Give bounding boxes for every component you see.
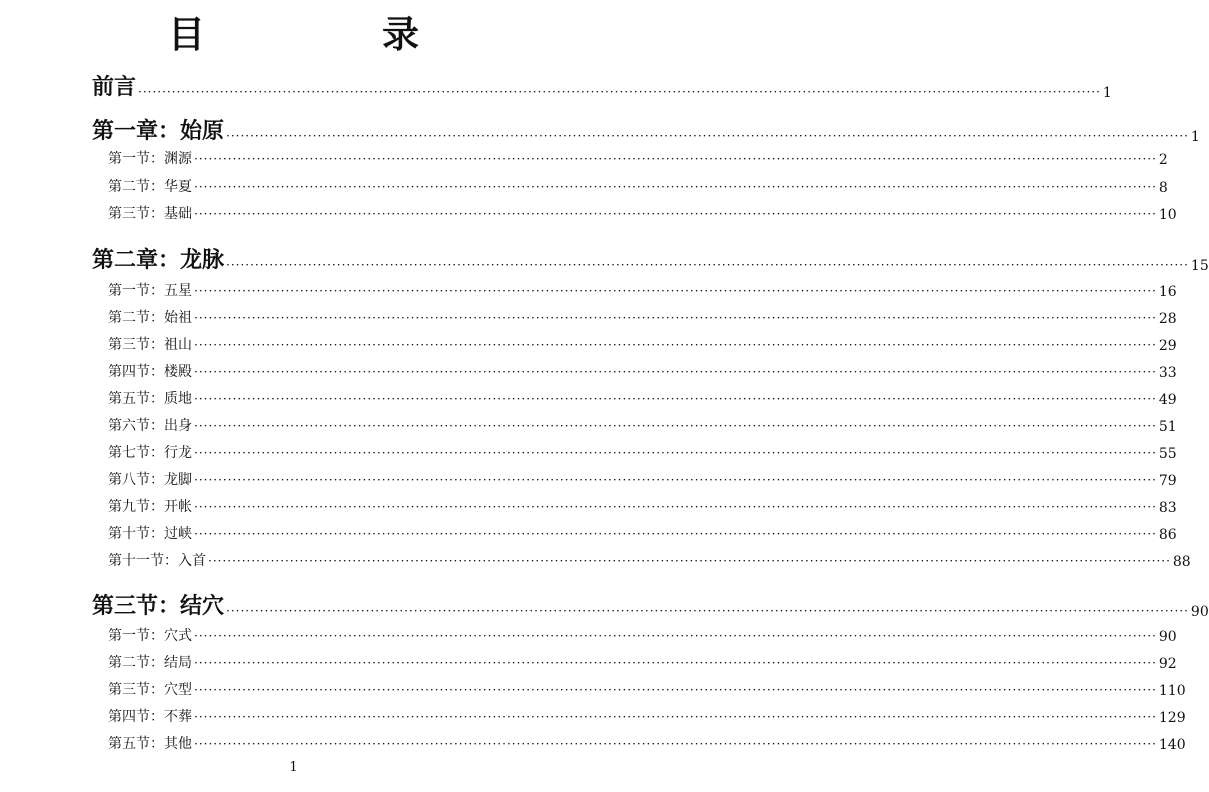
toc-entry-page: 90 bbox=[1190, 604, 1209, 620]
toc-section-entry bbox=[108, 733, 1186, 753]
page-number: 1 bbox=[289, 760, 298, 775]
dot-leader: ········································································································································································································ bbox=[226, 258, 1189, 272]
dot-leader: ········································································································································································································ bbox=[194, 500, 1157, 514]
dot-leader: ········································································································································································································ bbox=[194, 392, 1157, 406]
dot-leader: ········································································································································································································ bbox=[194, 365, 1157, 379]
toc-entry-label: 第五节：其他 bbox=[108, 736, 192, 752]
toc-entry-label: 第一节：穴式 bbox=[108, 628, 192, 644]
toc-entry-label: 第二节：始祖 bbox=[108, 310, 192, 326]
dot-leader: ········································································································································································································ bbox=[194, 473, 1157, 487]
toc-entry-page: 1 bbox=[1190, 129, 1200, 145]
toc-entry-label: 第十一节：入首 bbox=[108, 553, 206, 569]
toc-entry-page: 55 bbox=[1158, 446, 1177, 462]
dot-leader: ········································································································································································································ bbox=[208, 554, 1171, 568]
dot-leader: ········································································································································································································ bbox=[194, 656, 1157, 670]
page-title: 目 录 bbox=[168, 13, 489, 56]
toc-entry-page: 83 bbox=[1158, 500, 1177, 516]
toc-entry-page: 28 bbox=[1158, 311, 1177, 327]
toc-entry-label: 第八节：龙脚 bbox=[108, 472, 192, 488]
toc-section-entry bbox=[108, 203, 1177, 223]
toc-section-entry bbox=[108, 361, 1177, 381]
toc-entry-label: 第九节：开帐 bbox=[108, 499, 192, 515]
toc-chapter-entry bbox=[92, 114, 1200, 145]
dot-leader: ········································································································································································································ bbox=[194, 737, 1157, 751]
toc-chapter-entry bbox=[92, 243, 1209, 274]
dot-leader: ········································································································································································································ bbox=[194, 629, 1157, 643]
toc-section-entry bbox=[108, 307, 1177, 327]
toc-entry-label: 第二节：结局 bbox=[108, 655, 192, 671]
toc-entry-label: 第四节：楼殿 bbox=[108, 364, 192, 380]
toc-entry-page: 33 bbox=[1158, 365, 1177, 381]
toc-entry-page: 51 bbox=[1158, 419, 1177, 435]
toc-entry-label: 第三节：穴型 bbox=[108, 682, 192, 698]
dot-leader: ········································································································································································································ bbox=[226, 129, 1189, 143]
toc-entry-page: 140 bbox=[1158, 737, 1186, 753]
toc-entry-page: 29 bbox=[1158, 338, 1177, 354]
toc-section-entry bbox=[108, 550, 1191, 570]
toc-section-entry bbox=[108, 706, 1186, 726]
toc-entry-label: 第三节：基础 bbox=[108, 206, 192, 222]
toc-section-entry bbox=[108, 280, 1177, 300]
toc-entry-page: 129 bbox=[1158, 710, 1186, 726]
toc-entry-label: 第二节：华夏 bbox=[108, 179, 192, 195]
toc-entry-page: 86 bbox=[1158, 527, 1177, 543]
toc-section-entry bbox=[108, 388, 1177, 408]
toc-section-entry bbox=[108, 523, 1177, 543]
toc-section-entry bbox=[108, 442, 1177, 462]
toc-entry-label: 第十节：过峡 bbox=[108, 526, 192, 542]
toc-entry-label: 第一章：始原 bbox=[92, 119, 225, 144]
toc-entry-label: 第一节：五星 bbox=[108, 283, 192, 299]
toc-entry-label: 第二章：龙脉 bbox=[92, 248, 225, 273]
dot-leader: ········································································································································································································ bbox=[226, 604, 1189, 618]
dot-leader: ········································································································································································································ bbox=[138, 85, 1101, 99]
dot-leader: ········································································································································································································ bbox=[194, 683, 1157, 697]
toc-entry-label: 第三节：祖山 bbox=[108, 337, 192, 353]
dot-leader: ········································································································································································································ bbox=[194, 446, 1157, 460]
dot-leader: ········································································································································································································ bbox=[194, 311, 1157, 325]
toc-entry-page: 92 bbox=[1158, 656, 1177, 672]
dot-leader: ········································································································································································································ bbox=[194, 527, 1157, 541]
toc-section-entry bbox=[108, 148, 1168, 168]
toc-section-entry bbox=[108, 415, 1177, 435]
toc-section-entry bbox=[108, 679, 1186, 699]
toc-section-entry bbox=[108, 176, 1168, 196]
toc-entry-page: 79 bbox=[1158, 473, 1177, 489]
toc-chapter-entry bbox=[92, 589, 1209, 620]
toc-entry-page: 1 bbox=[1102, 85, 1112, 101]
dot-leader: ········································································································································································································ bbox=[194, 710, 1157, 724]
toc-entry-page: 15 bbox=[1190, 258, 1209, 274]
dot-leader: ········································································································································································································ bbox=[194, 338, 1157, 352]
toc-entry-label: 第三节：结穴 bbox=[92, 594, 225, 619]
dot-leader: ········································································································································································································ bbox=[194, 419, 1157, 433]
toc-entry-label: 前言 bbox=[92, 75, 137, 100]
toc-entry-page: 16 bbox=[1158, 284, 1177, 300]
toc-section-entry bbox=[108, 625, 1177, 645]
toc-entry-page: 90 bbox=[1158, 629, 1177, 645]
toc-section-entry bbox=[108, 652, 1177, 672]
toc-entry-label: 第七节：行龙 bbox=[108, 445, 192, 461]
toc-entry-page: 88 bbox=[1172, 554, 1191, 570]
toc-entry-label: 第一节：渊源 bbox=[108, 151, 192, 167]
toc-section-entry bbox=[108, 469, 1177, 489]
toc-entry-page: 2 bbox=[1158, 152, 1168, 168]
toc-entry-page: 8 bbox=[1158, 180, 1168, 196]
toc-section-entry bbox=[108, 496, 1177, 516]
dot-leader: ········································································································································································································ bbox=[194, 152, 1157, 166]
toc-entry-label: 第六节：出身 bbox=[108, 418, 192, 434]
toc-entry-page: 110 bbox=[1158, 683, 1186, 699]
toc-section-entry bbox=[108, 334, 1177, 354]
toc-entry-label: 第五节：质地 bbox=[108, 391, 192, 407]
toc-entry-page: 10 bbox=[1158, 207, 1177, 223]
dot-leader: ········································································································································································································ bbox=[194, 207, 1157, 221]
dot-leader: ········································································································································································································ bbox=[194, 180, 1157, 194]
toc-chapter-entry bbox=[92, 70, 1112, 101]
dot-leader: ········································································································································································································ bbox=[194, 284, 1157, 298]
toc-entry-page: 49 bbox=[1158, 392, 1177, 408]
toc-entry-label: 第四节：不葬 bbox=[108, 709, 192, 725]
